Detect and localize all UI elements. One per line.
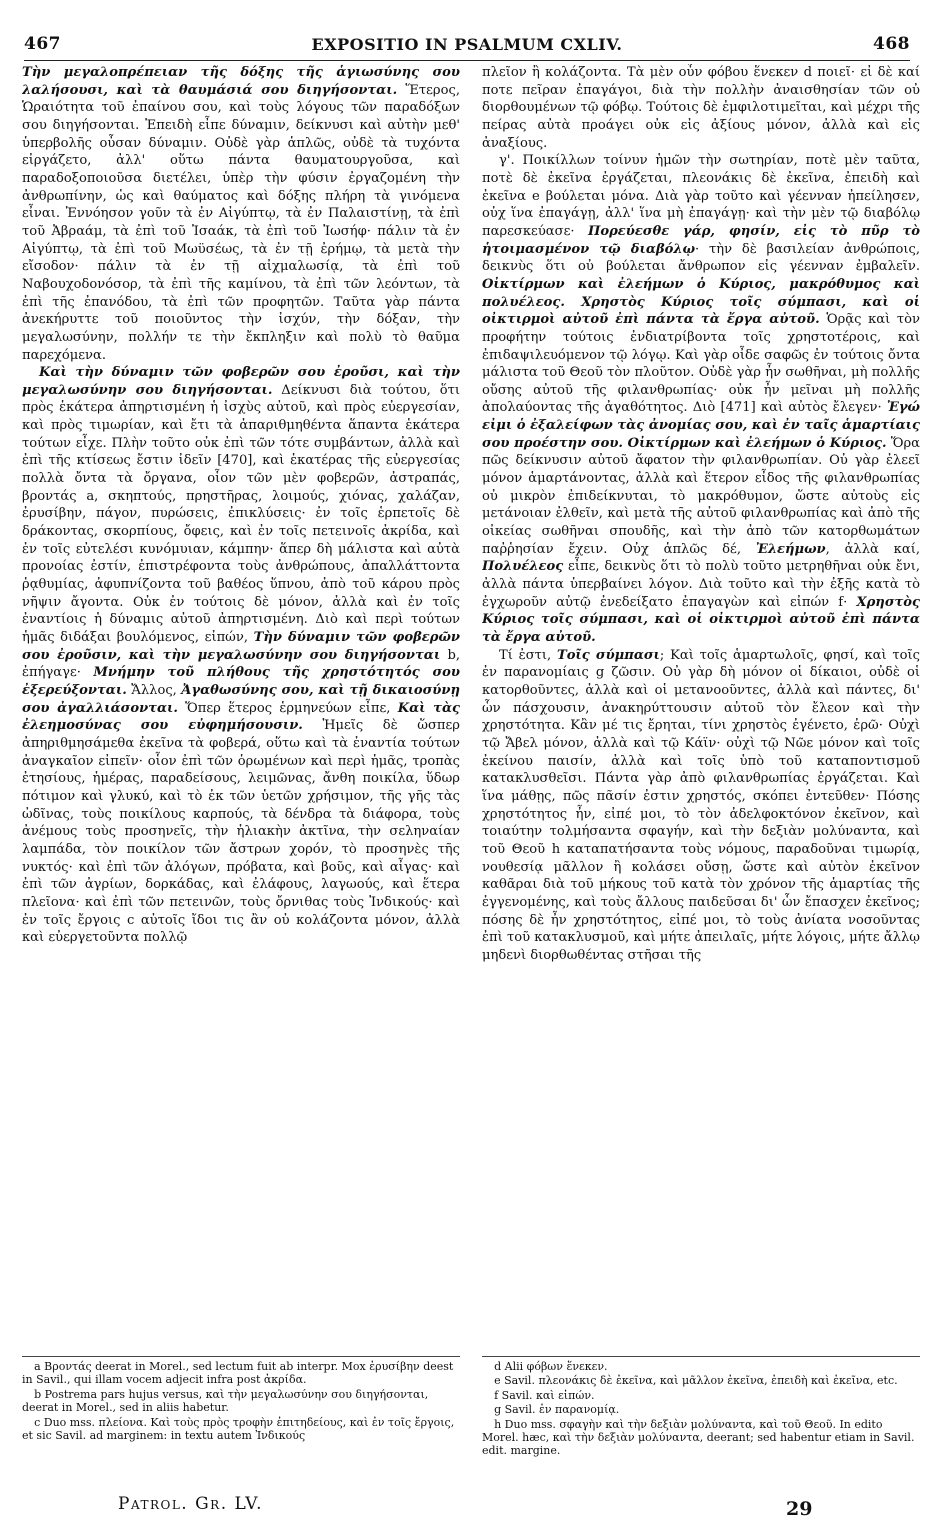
footnote: b Postrema pars hujus versus, καὶ τὴν μεγαλωσύνην σου διηγήσονται, deerat in Morel., sed in aliis habetur. [22, 1387, 429, 1415]
footnotes-left [22, 1356, 460, 1480]
right-page-number: 468 [873, 34, 910, 54]
footnote: h Duo mss. σφαγὴν καὶ τὴν δεξιὰν μολύναντα, καὶ τοῦ Θεοῦ. In edito Morel. hæc, καὶ τὴν δεξιὰν μολύναντα, deerant; sed habentur etiam in Savil. edit. margine. [482, 1417, 915, 1458]
footnote: a Βροντάς deerat in Morel., sed lectum fuit ab interpr. Mox ἐρυσίβην deest in Savil., qui illam vocem adjecit infra post ἀκρίδα. [22, 1360, 454, 1387]
left-page-number: 467 [24, 34, 61, 54]
footnote: c Duo mss. πλείονα. Καὶ τοὺς πρὸς τροφὴν ἐπιτηδείους, καὶ ἐν τοῖς ἔργοις, et sic Savil. ad marginem: in textu autem Ἰνδικούς [22, 1415, 455, 1443]
footnote: d Alii φόβων ἕνεκεν. [494, 1360, 608, 1373]
right-column [482, 64, 920, 1336]
sheet-number: 29 [786, 1498, 813, 1520]
footnote: g Savil. ἐν παρανομίᾳ. [494, 1403, 620, 1417]
footnote: e Savil. πλεονάκις δὲ ἐκεῖνα, καὶ μᾶλλον ἐκεῖνα, ἐπειδὴ καὶ ἐκεῖνα, etc. [494, 1374, 898, 1388]
paragraph: Τί ἐστι, Τοῖς σύμπασι; Καὶ τοῖς ἁμαρτωλοῖς, φησί, καὶ τοῖς ἐν παρανομίαις g ζῶσιν. Οὐ γὰρ δὴ μόνον οἱ δίκαιοι, οὐδὲ οἱ κατορθοῦντες, ἀλλὰ καὶ οἱ μετανοοῦντες, ἀλλὰ καὶ πάντες, δι' ὧν πάσχουσιν, ἀνακηρύττουσιν αὐτοῦ τὸν ἔλεον καὶ τὴν χρηστότητα. Κἂν μέ τις ἔρηται, τίνι χρηστὸς ἐγένετο, ἐρῶ· Οὐχὶ τῷ Ἄβελ μόνον, ἀλλὰ καὶ τῷ Κάϊν· οὐχὶ τῷ Νῶε μόνον καὶ τοῖς ἐκείνου παισίν, ἀλλὰ καὶ τοῖς ὑπὸ τοῦ καταποντισμοῦ κατακλυσθεῖσι. Πάντα γὰρ ἀπὸ φιλανθρωπίας ἐργάζεται. Καὶ ἵνα μάθῃς, πῶς πᾶσίν ἐστιν χρηστός, σκόπει ἐντεῦθεν· Πόσης χρηστότητος ἦν, εἰπέ μοι, τὸ τὸν ἀδελφοκτόνον ἐκεῖνον, καὶ τοιαύτην τολμήσαντα σφαγήν, καὶ τὴν δεξιὰν μολύναντα, καὶ τοῦ Θεοῦ h καταπατήσαντα τοὺς νόμους, παραδοῦναι τιμωρίᾳ, νουθεσίᾳ μᾶλλον ἢ κολάσει οὔσῃ, ὥστε καὶ αὐτὸν ἐκεῖνον καθᾶραι διὰ τοῦ μήκους τοῦ κατὰ τὸν χρόνον τῆς ἁμαρτίας τῆς ἐγγενομένης, καὶ τοὺς ἄλλους παιδεῦσαι δι' ὧν ἔπασχεν ἐκεῖνος; πόσης δὲ ἦν χρηστότητος, εἰπέ μοι, τὸ τοὺς ἀνίατα νοσοῦντας ἐπὶ τοῦ κατακλυσμοῦ, καὶ μήτε ἀπειλαῖς, μήτε λόγοις, μήτε ἄλλῳ μηδενὶ διορθωθέντας στῆσαι τῆς [482, 647, 920, 963]
left-column [22, 64, 460, 1336]
running-header [24, 30, 910, 61]
paragraph: γ'. Ποικίλλων τοίνυν ἡμῶν τὴν σωτηρίαν, ποτὲ μὲν ταῦτα, ποτὲ δὲ ἐκεῖνα ἐργάζεται, πλεονάκις δὲ ἐκεῖνα, ἐπειδὴ καὶ ἐκεῖνα e βούλεται μόνα. Διὰ γὰρ τοῦτο καὶ γέενναν ἠπείλησεν, οὐχ ἵνα ἐπαγάγῃ, ἀλλ' ἵνα μὴ ἐπαγάγῃ· καὶ τὴν μὲν τῷ διαβόλῳ παρεσκεύασε· Πορεύεσθε γάρ, φησίν, εἰς τὸ πῦρ τὸ ἡτοιμασμένον τῷ διαβόλῳ· τὴν δὲ βασιλείαν ἀνθρώποις, δεικνὺς ὅτι οὐ βούλεται ἄνθρωπον εἰς γέενναν ἐμβαλεῖν. Οἰκτίρμων καὶ ἐλεήμων ὁ Κύριος, μακρόθυμος καὶ πολυέλεος. Χρηστὸς Κύριος τοῖς σύμπασι, καὶ οἱ οἰκτιρμοὶ αὐτοῦ ἐπὶ πάντα τὰ ἔργα αὐτοῦ. Ὁρᾷς καὶ τὸν προφήτην τούτοις ἐνδιατρίβοντα τοῖς χρηστοτέροις, καὶ ἐπιδαψιλευόμενον τῷ λόγῳ. Καὶ γὰρ οἶδε σαφῶς ἐν τούτοις ὄντα μάλιστα τοῦ Θεοῦ τὸν πλοῦτον. Οὐδὲ γὰρ ἦν σωθῆναι, μὴ πολλῆς οὔσης αὐτοῦ τῆς φιλανθρωπίας· οὐκ ἦν μεῖναι μὴ πολλῆς ἀπολαύοντας τῆς ἀγαθότητος. Διὸ [471] καὶ αὐτὸς ἔλεγεν· Ἐγώ εἰμι ὁ ἐξαλείφων τὰς ἀνομίας σου, καὶ ἐν ταῖς ἁμαρτίαις σου προέστην σου. Οἰκτίρμων καὶ ἐλεήμων ὁ Κύριος. Ὅρα πῶς δείκνυσιν αὐτοῦ ἄφατον τὴν φιλανθρωπίαν. Οὐ γὰρ ἐλεεῖ μόνον ἁμαρτάνοντας, ἀλλὰ καὶ ἕτερον εἶδος τῆς φιλανθρωπίας οὐ μικρὸν ἐπιδείκνυται, τὸ μακρόθυμον, ὥστε αὐτοὺς εἰς μετάνοιαν ἐλθεῖν, καὶ μετὰ τῆς αὐτοῦ φιλανθρωπίας καὶ ἀπὸ τῆς οἰκείας σωθῆναι σπουδῆς, καὶ τὴν ἀπὸ τῶν κατορθωμάτων παῤῥησίαν ἔχειν. Οὐχ ἁπλῶς δέ, Ἐλεήμων, ἀλλὰ καί, Πολυέλεος εἶπε, δεικνὺς ὅτι τὸ πολὺ τοῦτο μετρηθῆναι οὐκ ἔνι, ἀλλὰ πάντα ὑπερβαίνει λόγον. Διὰ τοῦτο καὶ τὴν ἐξῆς κατὰ τὸ ἐγχωροῦν αὐτῷ ἐνεδείξατο ἐπαγαγὼν καὶ εἰπών f· Χρηστὸς Κύριος τοῖς σύμπασι, καὶ οἱ οἰκτιρμοὶ αὐτοῦ ἐπὶ πάντα τὰ ἔργα αὐτοῦ. [482, 153, 920, 645]
paragraph: πλεῖον ἢ κολάζοντα. Τὰ μὲν οὖν φόβου ἕνεκεν d ποιεῖ· εἰ δὲ καί ποτε πεῖραν ἐπαγάγοι, διὰ τὴν πολλὴν ἀναισθησίαν τῶν οὐ διορθουμένων τῷ φόβῳ. Τούτοις δὲ ἐμφιλοτιμεῖται, καὶ μέχρι τῆς πείρας αὐτὰ προάγει οὐκ εἰς ἀξίους μόνον, ἀλλὰ καὶ εἰς ἀναξίους. [482, 65, 920, 151]
paragraph: Καὶ τὴν δύναμιν τῶν φοβερῶν σου ἐροῦσι, καὶ τὴν μεγαλωσύνην σου διηγήσονται. Δείκνυσι διὰ τούτου, ὅτι πρὸς ἑκάτερα ἀπηρτισμένη ἡ ἰσχὺς αὐτοῦ, καὶ πρὸς εὐεργεσίαν, καὶ πρὸς τιμωρίαν, καὶ ἔτι τὰ ἀπαριθμηθέντα ἅπαντα ἑκάτερα τούτων εἶχε. Πλὴν τοῦτο οὐκ ἐπὶ τῶν τότε συμβάντων, ἀλλὰ καὶ ἐπὶ τῆς κτίσεως ἔστιν ἰδεῖν [470], καὶ ἑκατέρας τῆς εὐεργεσίας πολλὰ ὄντα τὰ ὄργανα, οἷον τῶν μὲν φοβερῶν, ἀστραπάς, βροντάς a, σκηπτούς, πρηστῆρας, λοιμούς, χιόνας, χαλάζαν, ἐρυσίβην, πάγον, πυρώσεις, ἐπικλύσεις· ἐν τοῖς ἑρπετοῖς δὲ δράκοντας, σκορπίους, ὄφεις, καὶ ἐν τοῖς πετεινοῖς ἀκρίδα, καὶ ἐν τοῖς εὐτελέσι κυνόμυιαν, κάμπην· ἅπερ δὴ μάλιστα καὶ αὐτὰ προνοίας ἐστίν, ἐπιστρέφοντα τοὺς ἀνθρώπους, ἀπαλλάττοντα ῥᾳθυμίας, ἀφυπνίζοντα τοῦ βαθέος ὕπνου, ἀπὸ τοῦ κάρου πρὸς νῆψιν ἄγοντα. Οὐκ ἐν τούτοις δὲ μόνον, ἀλλὰ καὶ ἐν τοῖς ἐναντίοις ἡ δύναμις αὐτοῦ ἀπηρτισμένη. Διὸ καὶ περὶ τούτων ἡμᾶς διδάξαι βουλόμενος, εἰπών, Τὴν δύναμιν τῶν φοβερῶν σου ἐροῦσιν, καὶ τὴν μεγαλωσύνην σου διηγήσονται b, ἐπήγαγε· Μνήμην τοῦ πλήθους τῆς χρηστότητός σου ἐξερεύξονται. Ἄλλος, Ἀγαθωσύνης σου, καὶ τῇ δικαιοσύνῃ σου ἀγαλλιάσονται. Ὅπερ ἕτερος ἑρμηνεύων εἶπε, Καὶ τὰς ἐλεημοσύνας σου εὐφημήσουσιν. Ἡμεῖς δὲ ὥσπερ ἀπηριθμησάμεθα ἐκεῖνα τὰ φοβερά, οὕτω καὶ τὰ ἐναντία τούτων ἀναγκαῖον εἰπεῖν· οἷον ἐπὶ τῶν ὁρωμένων καὶ περὶ ἡμᾶς, τροπὰς ἐτησίους, ἡμέρας, παραδείσους, λειμῶνας, ἄνθη ποικίλα, ὕδωρ πότιμον καὶ γλυκύ, καὶ τὸ ἐκ τῶν ὑετῶν χρήσιμον, τῆς γῆς τὰς ὠδῖνας, τοὺς ποικίλους καρπούς, τὰ δένδρα τὰ διάφορα, τοὺς ἀνέμους τοὺς προσηνεῖς, τὴν ἡλιακὴν ἀκτῖνα, τὴν σεληναίαν λαμπάδα, τὸν ποικίλον τῶν ἄστρων χορόν, τὸ προσηνὲς τῆς νυκτός· καὶ ἐπὶ τῶν ἀλόγων, πρόβατα, καὶ βοῦς, καὶ αἶγας· καὶ ἐπὶ τῶν ἀγρίων, δορκάδας, καὶ ἐλάφους, λαγωούς, καὶ ἕτερα πλεῖονα· καὶ ἐπὶ τῶν πετεινῶν, τοὺς ὄρνιθας τοὺς Ἰνδικούς· καὶ ἐν τοῖς ἔργοις c αὐτοῖς ἴδοι τις ἂν οὐ κολάζοντα μόνον, ἀλλὰ καὶ εὐεργετοῦντα πολλῷ [22, 365, 460, 946]
footnote: f Savil. καὶ εἰπών. [494, 1388, 595, 1402]
footnotes-right [482, 1356, 920, 1500]
signature-mark: Patrol. Gr. LV. [118, 1494, 264, 1514]
paragraph: Τὴν μεγαλοπρέπειαν τῆς δόξης τῆς ἁγιωσύνης σου λαλήσουσι, καὶ τὰ θαυμάσιά σου διηγήσονται. Ἕτερος, Ὡραιότητα τοῦ ἐπαίνου σου, καὶ τοὺς λόγους τῶν παραδόξων σου διηγήσονται. Ἐπειδὴ εἶπε δύναμιν, δείκνυσι καὶ αὐτὴν μεθ' ὑπερβολῆς οὖσαν δύναμιν. Οὐδὲ γὰρ ἁπλῶς, οὐδὲ τὰ τυχόντα εἰργάζετο, ἀλλ' οὕτω πάντα θαυματουργοῦσα, καὶ παραδοξοποιοῦσα διετέλει, ὑπὲρ τὴν φύσιν ἐργαζομένη τὴν ἀνθρωπίνην, ὡς καὶ θαύματος καὶ δόξης πλήρη τὰ γινόμενα εἶναι. Ἐννόησον γοῦν τὰ ἐν Αἰγύπτῳ, τὰ ἐν Παλαιστίνῃ, τὰ ἐπὶ τοῦ Ἀβραάμ, τὰ ἐπὶ τοῦ Ἰσαάκ, τὰ ἐπὶ τοῦ Ἰωσήφ· πάλιν τὰ ἐν Αἰγύπτῳ, τὰ ἐπὶ τοῦ Μωϋσέως, τὰ ἐν τῇ ἐρήμῳ, τὰ μετὰ τὴν εἴσοδον· πάλιν τὰ ἐν τῇ αἰχμαλωσίᾳ, τὰ ἐπὶ τοῦ Ναβουχοδονόσορ, τὰ ἐπὶ τῆς καμίνου, τὰ ἐπὶ τῶν λεόντων, τὰ ἐπὶ τῆς ἐπανόδου, τὰ ἐπὶ τῶν προφητῶν. Ταῦτα γὰρ πάντα ἀνεκήρυττε τοῦ ποιοῦντος τὴν ἰσχύν, τὴν δόξαν, τὴν μεγαλωσύνην, πολλήν τε τὴν ἔκπληξιν καὶ πολὺ τὸ θαῦμα παρεχόμενα. [22, 65, 460, 363]
running-title: EXPOSITIO IN PSALMUM CXLIV. [311, 34, 623, 54]
